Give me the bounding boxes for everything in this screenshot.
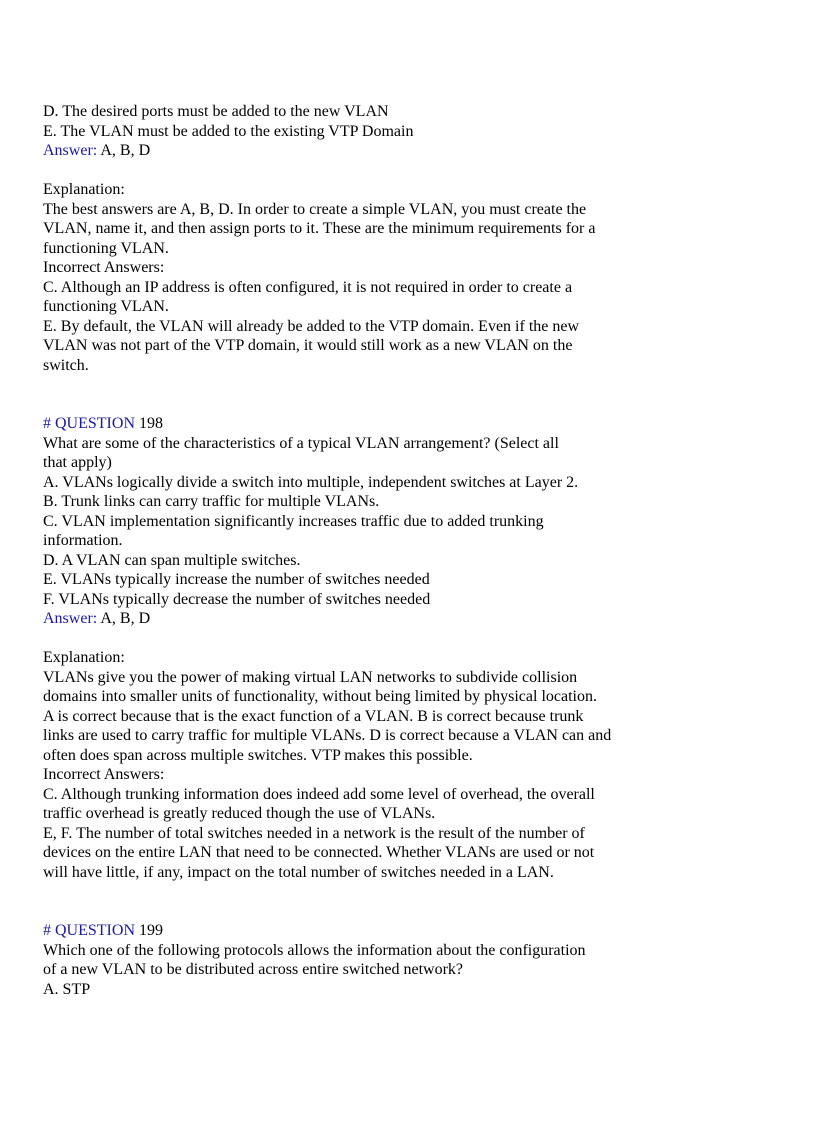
question-number: 199 (135, 922, 163, 939)
q197-answer (43, 141, 783, 161)
incorrect-answers-heading: Incorrect Answers: (43, 766, 165, 783)
answer-label: Answer: (43, 610, 98, 627)
explanation-heading: Explanation: (43, 649, 125, 666)
explanation-line: E. By default, the VLAN will already be added to the VTP domain. Even if the new (43, 317, 580, 335)
q198-section (43, 414, 783, 882)
explanation-line: traffic overhead is greatly reduced though the use of VLANs. (43, 805, 436, 822)
question-text: Which one of the following protocols allows the information about the configuration (43, 941, 586, 959)
q197-section (43, 102, 783, 375)
answer-label: Answer: (43, 142, 98, 159)
option-a: A. VLANs logically divide a switch into multiple, independent switches at Layer 2. (43, 473, 579, 491)
incorrect-answers-heading: Incorrect Answers: (43, 259, 165, 276)
option-f: F. VLANs typically decrease the number of switches needed (43, 590, 431, 608)
explanation-line: VLAN, name it, and then assign ports to it. These are the minimum requirements for a (43, 220, 596, 237)
explanation-line: links are used to carry traffic for multiple VLANs. D is correct because a VLAN can and (43, 727, 612, 744)
question-header (43, 921, 783, 941)
explanation-line: functioning VLAN. (43, 298, 169, 315)
explanation-line: VLANs give you the power of making virtual LAN networks to subdivide collision (43, 668, 578, 686)
explanation-line: will have little, if any, impact on the total number of switches needed in a LAN. (43, 863, 554, 881)
explanation-heading: Explanation: (43, 181, 125, 198)
question-label: # QUESTION (43, 922, 135, 939)
answer-value: A, B, D (97, 610, 151, 627)
q199-section (43, 921, 783, 999)
q198-answer (43, 609, 783, 629)
explanation-line: switch. (43, 356, 89, 374)
explanation-line: domains into smaller units of functionality, without being limited by physical location. (43, 688, 597, 705)
option-e: E. VLANs typically increase the number of switches needed (43, 571, 430, 588)
option-d: D. A VLAN can span multiple switches. (43, 551, 301, 569)
explanation-line: C. Although trunking information does indeed add some level of overhead, the overall (43, 785, 595, 803)
question-text: of a new VLAN to be distributed across entire switched network? (43, 961, 464, 978)
q197-option-e: E. The VLAN must be added to the existing VTP Domain (43, 122, 414, 140)
page-content (43, 102, 783, 999)
explanation-line: devices on the entire LAN that need to be connected. Whether VLANs are used or not (43, 844, 595, 861)
question-text: What are some of the characteristics of a typical VLAN arrangement? (Select all (43, 434, 559, 452)
explanation-line: The best answers are A, B, D. In order to create a simple VLAN, you must create the (43, 200, 587, 218)
answer-value: A, B, D (97, 142, 151, 159)
explanation-line: often does span across multiple switches. VTP makes this possible. (43, 746, 473, 764)
question-label: # QUESTION (43, 415, 135, 432)
explanation-line: C. Although an IP address is often configured, it is not required in order to create a (43, 278, 573, 296)
question-header (43, 414, 783, 434)
explanation-line: E, F. The number of total switches needed in a network is the result of the number of (43, 824, 585, 842)
question-text: that apply) (43, 454, 112, 471)
explanation-line: VLAN was not part of the VTP domain, it would still work as a new VLAN on the (43, 337, 573, 354)
option-b: B. Trunk links can carry traffic for multiple VLANs. (43, 493, 380, 510)
question-number: 198 (135, 415, 163, 432)
explanation-line: A is correct because that is the exact function of a VLAN. B is correct because trunk (43, 707, 584, 725)
option-c: C. VLAN implementation significantly increases traffic due to added trunking (43, 512, 544, 530)
option-a: A. STP (43, 980, 91, 998)
option-c-cont: information. (43, 532, 123, 549)
explanation-line: functioning VLAN. (43, 239, 169, 257)
q197-option-d: D. The desired ports must be added to the new VLAN (43, 103, 389, 120)
